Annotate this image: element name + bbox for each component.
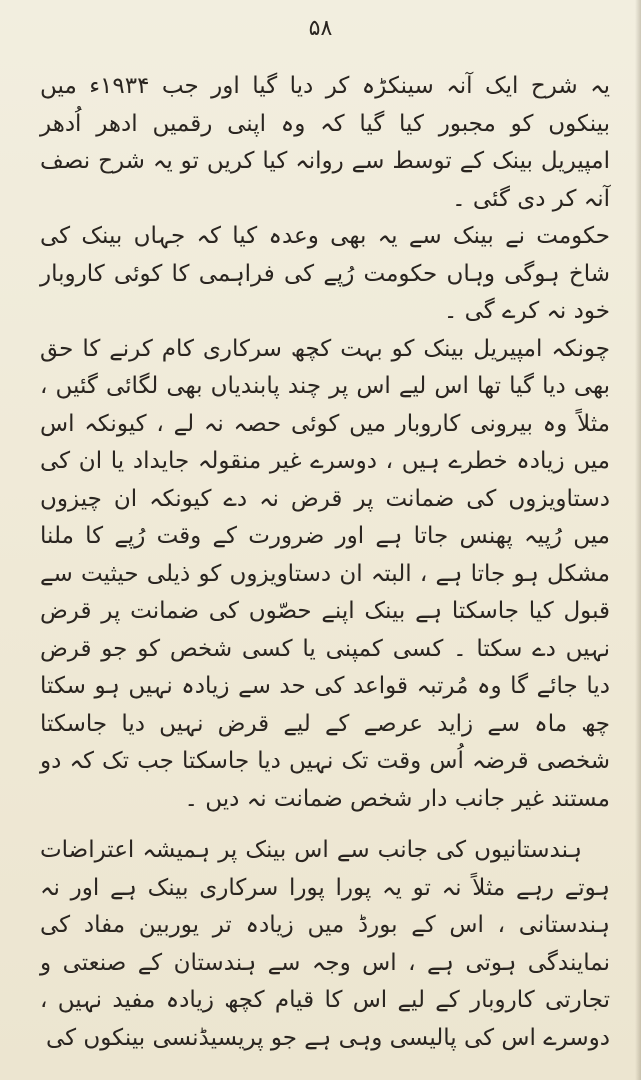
paragraph-gap — [40, 818, 610, 832]
paragraph-branch-fee-rate: یہ شرح ایک آنہ سینکڑہ کر دیا گیا اور جب ۱۹۳۴ء میں بینکوں کو مجبور کیا گیا کہ وہ اپنی رقمیں ادھر اُدھر امپیریل بینک کے توسط سے روانہ کیا کریں تو یہ شرح نصف آنہ کر دی گئی ۔ — [40, 73, 610, 212]
paragraph-government-promise: حکومت نے بینک سے یہ بھی وعدہ کیا کہ جہاں بینک کی شاخ ہوگی وہاں حکومت رُپے کی فراہمی کا کوئی کاروبار خود نہ کرے گی ۔ — [40, 223, 610, 324]
paragraph-indian-objections: ہندستانیوں کی جانب سے اس بینک پر ہمیشہ اعتراضات ہوتے رہے مثلاً نہ تو یہ پورا پورا سرکاری بینک ہے اور نہ ہندستانی ، اس کے بورڈ میں زیادہ تر یوربین مفاد کی نمایندگی ہوتی ہے ، اس وجہ سے ہندستان کے صنعتی و تجارتی کاروبار کے لیے اس کا قیام کچھ زیادہ مفید نہیں ، دوسرے اس کی پالیسی وہی ہے جو پریسیڈنسی بینکوں کی — [40, 837, 610, 1051]
body-text — [40, 68, 610, 1057]
paragraph-bank-restrictions: چونکہ امپیریل بینک کو بہت کچھ سرکاری کام کرنے کا حق بھی دیا گیا تھا اس لیے اس پر چند پابندیاں بھی لگائی گئیں ، مثلاً وہ بیرونی کاروبار میں کوئی حصہ نہ لے ، کیونکہ اس میں زیادہ خطرے ہیں ، دوسرے غیر منقولہ جایداد یا ان کی دستاویزوں کی ضمانت پر قرض نہ دے کیونکہ ان چیزوں میں رُپیہ پھنس جاتا ہے اور ضرورت کے وقت رُپے کا ملنا مشکل ہو جاتا ہے ، البتہ ان دستاویزوں کو ذیلی حیثیت سے قبول کیا جاسکتا ہے بینک اپنے حصّوں کی ضمانت پر قرض نہیں دے سکتا ۔ کسی کمپنی یا کسی شخص کو جو قرض دیا جائے گا وہ مُرتبہ قواعد کی حد سے زیادہ نہیں ہو سکتا چھ ماہ سے زاید عرصے کے لیے قرض نہیں دیا جاسکتا شخصی قرضہ اُس وقت تک نہیں دیا جاسکتا جب تک کہ دو مستند غیر جانب دار شخص ضمانت نہ دیں ۔ — [40, 335, 610, 812]
page-number: ۵۸ — [308, 16, 333, 41]
